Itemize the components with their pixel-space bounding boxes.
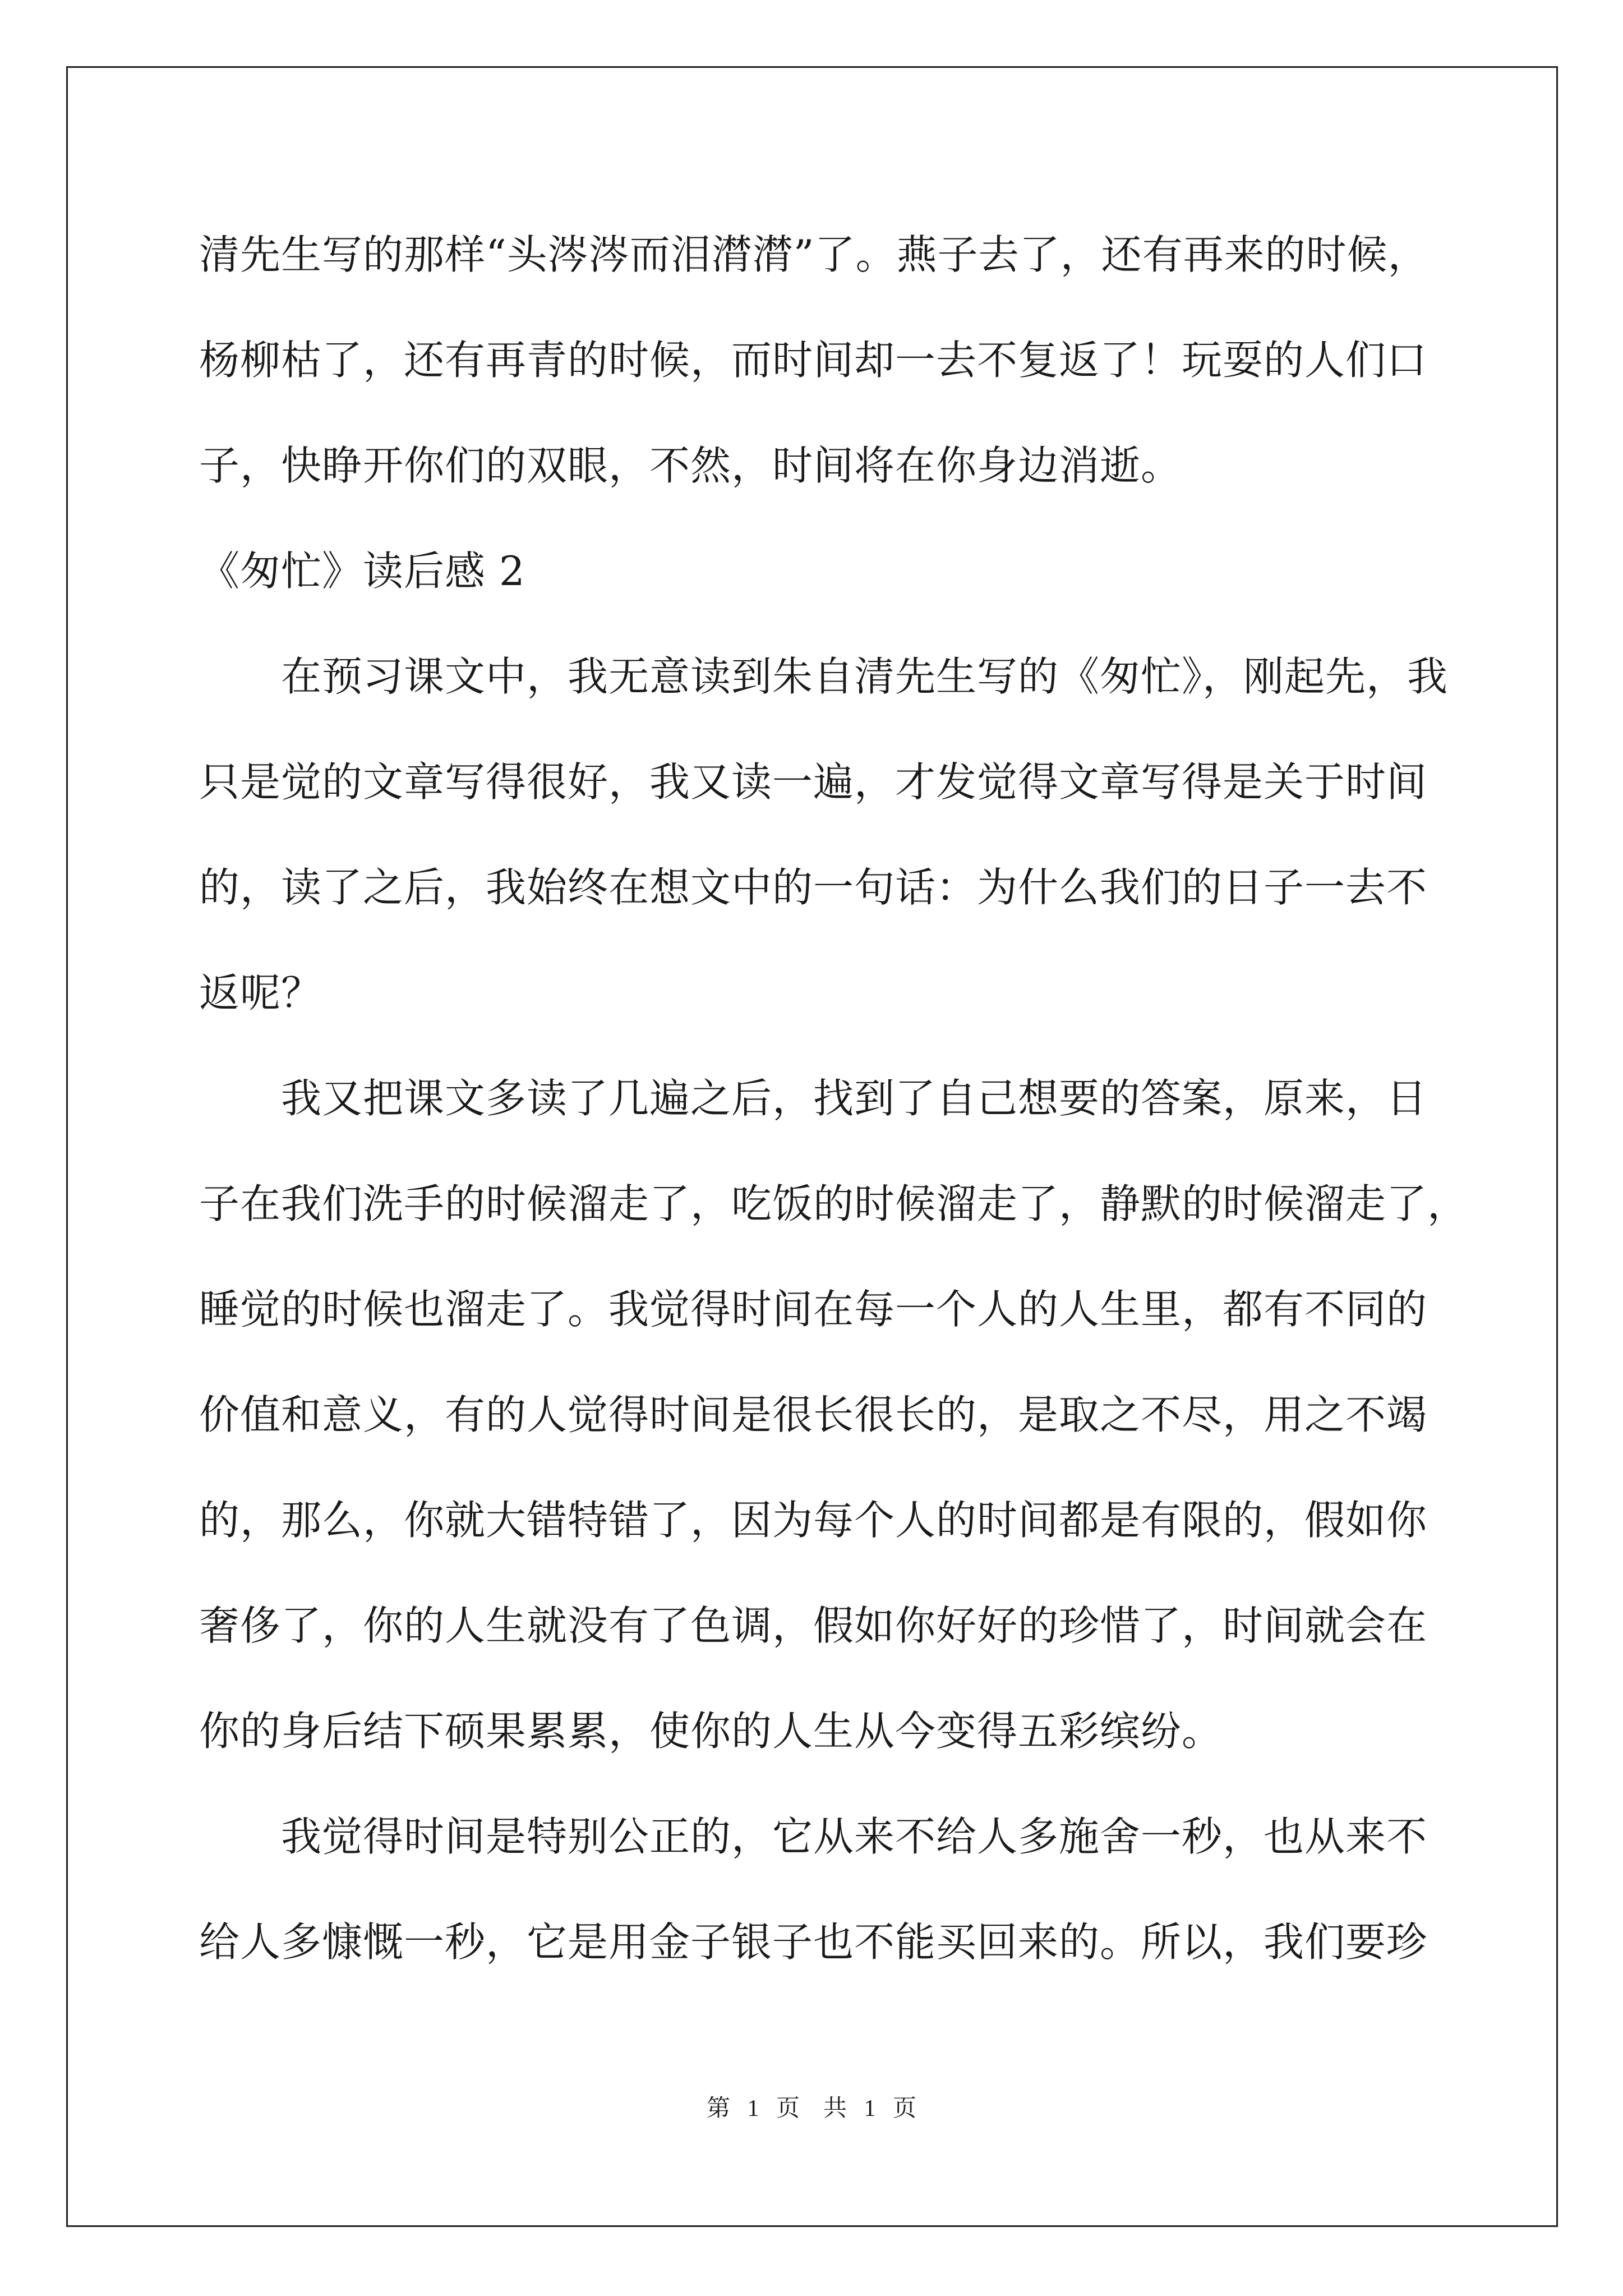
section-heading: 《匆忙》读后感 2 [199,547,525,595]
text-line: 子在我们洗手的时候溜走了，吃饭的时候溜走了，静默的时候溜走了， [199,1180,1469,1227]
text-line: 清先生写的那样“头涔涔而泪潸潸”了。燕子去了，还有再来的时候， [199,231,1429,278]
text-line: 在预习课文中，我无意读到朱自清先生写的《匆忙》，刚起先，我 [199,653,1449,700]
text-line: 我觉得时间是特别公正的，它从来不给人多施舍一秒，也从来不 [199,1813,1428,1860]
text-line: 我又把课文多读了几遍之后，找到了自己想要的答案，原来，日 [199,1075,1428,1122]
text-line: 的，读了之后，我始终在想文中的一句话：为什么我们的日子一去不 [199,864,1428,911]
text-line: 只是觉的文章写得很好，我又读一遍，才发觉得文章写得是关于时间 [199,758,1428,806]
text-line: 睡觉的时候也溜走了。我觉得时间在每一个人的人生里，都有不同的 [199,1286,1428,1333]
text-line: 子，快睁开你们的双眼，不然，时间将在你身边消逝。 [199,442,1182,489]
document-body [199,202,1469,1995]
text-line: 奢侈了，你的人生就没有了色调，假如你好好的珍惜了，时间就会在 [199,1602,1428,1649]
text-line: 杨柳枯了，还有再青的时候，而时间却一去不复返了！玩耍的人们口 [199,337,1428,384]
text-line: 返呢？ [199,969,322,1016]
text-line: 价值和意义，有的人觉得时间是很长很长的，是取之不尽，用之不竭 [199,1391,1428,1438]
page-footer: 第 1 页 共 1 页 [706,2096,916,2122]
text-line: 的，那么，你就大错特错了，因为每个人的时间都是有限的，假如你 [199,1497,1428,1544]
text-line: 你的身后结下硕果累累，使你的人生从今变得五彩缤纷。 [199,1708,1223,1755]
text-line: 给人多慷慨一秒，它是用金子银子也不能买回来的。所以，我们要珍 [199,1918,1428,1966]
